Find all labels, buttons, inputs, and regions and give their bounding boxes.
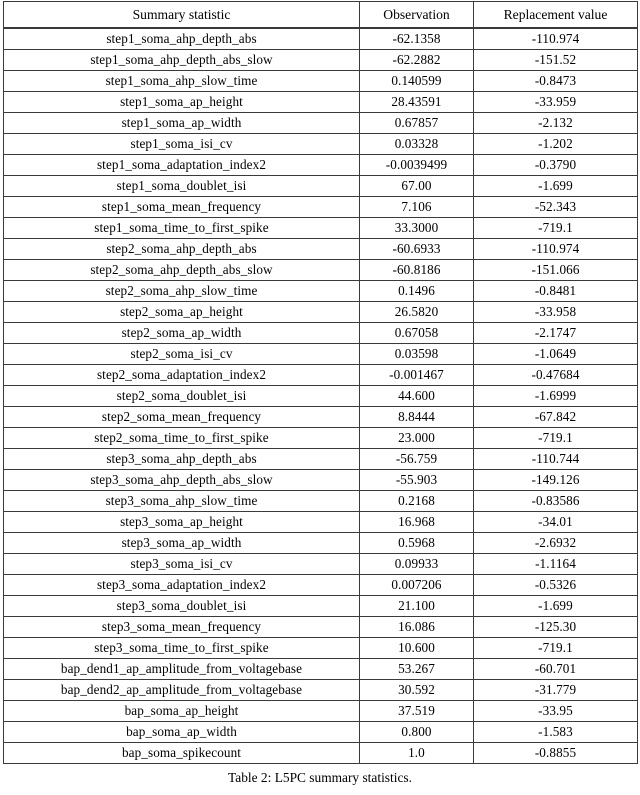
cell-observation: 1.0 bbox=[360, 743, 474, 764]
cell-observation: 67.00 bbox=[360, 176, 474, 197]
column-header-summary-statistic: Summary statistic bbox=[4, 2, 360, 29]
cell-summary-statistic: step1_soma_doublet_isi bbox=[4, 176, 360, 197]
cell-summary-statistic: step3_soma_adaptation_index2 bbox=[4, 575, 360, 596]
cell-replacement-value: -0.3790 bbox=[474, 155, 638, 176]
table-row bbox=[4, 239, 638, 260]
table-row bbox=[4, 113, 638, 134]
cell-summary-statistic: step2_soma_ahp_depth_abs_slow bbox=[4, 260, 360, 281]
table-row bbox=[4, 323, 638, 344]
table-header bbox=[4, 2, 638, 29]
cell-observation: -62.1358 bbox=[360, 28, 474, 50]
cell-summary-statistic: step3_soma_doublet_isi bbox=[4, 596, 360, 617]
table-row bbox=[4, 701, 638, 722]
cell-observation: 7.106 bbox=[360, 197, 474, 218]
cell-summary-statistic: step2_soma_ahp_depth_abs bbox=[4, 239, 360, 260]
cell-summary-statistic: step2_soma_mean_frequency bbox=[4, 407, 360, 428]
table-header-row bbox=[4, 2, 638, 29]
cell-summary-statistic: bap_dend1_ap_amplitude_from_voltagebase bbox=[4, 659, 360, 680]
table-row bbox=[4, 638, 638, 659]
table-row bbox=[4, 554, 638, 575]
cell-summary-statistic: step1_soma_isi_cv bbox=[4, 134, 360, 155]
cell-summary-statistic: step2_soma_ahp_slow_time bbox=[4, 281, 360, 302]
cell-replacement-value: -0.8473 bbox=[474, 71, 638, 92]
cell-replacement-value: -151.066 bbox=[474, 260, 638, 281]
table-row bbox=[4, 512, 638, 533]
table-row bbox=[4, 281, 638, 302]
cell-observation: -0.001467 bbox=[360, 365, 474, 386]
cell-replacement-value: -1.0649 bbox=[474, 344, 638, 365]
cell-summary-statistic: step3_soma_isi_cv bbox=[4, 554, 360, 575]
table-row bbox=[4, 50, 638, 71]
cell-observation: -0.0039499 bbox=[360, 155, 474, 176]
summary-statistics-table-container bbox=[3, 1, 637, 764]
cell-replacement-value: -2.1747 bbox=[474, 323, 638, 344]
cell-observation: 10.600 bbox=[360, 638, 474, 659]
cell-summary-statistic: step3_soma_mean_frequency bbox=[4, 617, 360, 638]
cell-observation: 26.5820 bbox=[360, 302, 474, 323]
cell-replacement-value: -1.699 bbox=[474, 596, 638, 617]
cell-replacement-value: -2.6932 bbox=[474, 533, 638, 554]
cell-observation: 33.3000 bbox=[360, 218, 474, 239]
cell-observation: 30.592 bbox=[360, 680, 474, 701]
cell-summary-statistic: bap_dend2_ap_amplitude_from_voltagebase bbox=[4, 680, 360, 701]
cell-replacement-value: -110.974 bbox=[474, 239, 638, 260]
cell-observation: -60.8186 bbox=[360, 260, 474, 281]
cell-summary-statistic: step1_soma_ahp_depth_abs_slow bbox=[4, 50, 360, 71]
cell-observation: 0.5968 bbox=[360, 533, 474, 554]
table-row bbox=[4, 155, 638, 176]
table-row bbox=[4, 722, 638, 743]
cell-replacement-value: -1.6999 bbox=[474, 386, 638, 407]
table-row bbox=[4, 176, 638, 197]
table-row bbox=[4, 596, 638, 617]
cell-summary-statistic: step3_soma_time_to_first_spike bbox=[4, 638, 360, 659]
cell-replacement-value: -0.83586 bbox=[474, 491, 638, 512]
cell-summary-statistic: step1_soma_ahp_depth_abs bbox=[4, 28, 360, 50]
cell-summary-statistic: step3_soma_ap_width bbox=[4, 533, 360, 554]
cell-replacement-value: -31.779 bbox=[474, 680, 638, 701]
cell-observation: 16.086 bbox=[360, 617, 474, 638]
table-row bbox=[4, 344, 638, 365]
cell-summary-statistic: bap_soma_spikecount bbox=[4, 743, 360, 764]
table-row bbox=[4, 533, 638, 554]
cell-observation: 0.67058 bbox=[360, 323, 474, 344]
cell-summary-statistic: step3_soma_ap_height bbox=[4, 512, 360, 533]
table-row bbox=[4, 575, 638, 596]
table-row bbox=[4, 407, 638, 428]
cell-replacement-value: -52.343 bbox=[474, 197, 638, 218]
cell-summary-statistic: step2_soma_ap_height bbox=[4, 302, 360, 323]
cell-replacement-value: -719.1 bbox=[474, 638, 638, 659]
cell-summary-statistic: step1_soma_mean_frequency bbox=[4, 197, 360, 218]
cell-replacement-value: -2.132 bbox=[474, 113, 638, 134]
cell-replacement-value: -151.52 bbox=[474, 50, 638, 71]
cell-replacement-value: -1.1164 bbox=[474, 554, 638, 575]
table-row bbox=[4, 680, 638, 701]
cell-observation: 21.100 bbox=[360, 596, 474, 617]
cell-replacement-value: -0.8855 bbox=[474, 743, 638, 764]
table-row bbox=[4, 491, 638, 512]
cell-summary-statistic: bap_soma_ap_width bbox=[4, 722, 360, 743]
table-row bbox=[4, 28, 638, 50]
cell-summary-statistic: step3_soma_ahp_depth_abs bbox=[4, 449, 360, 470]
table-row bbox=[4, 365, 638, 386]
cell-observation: -56.759 bbox=[360, 449, 474, 470]
cell-replacement-value: -125.30 bbox=[474, 617, 638, 638]
cell-observation: -60.6933 bbox=[360, 239, 474, 260]
cell-replacement-value: -0.8481 bbox=[474, 281, 638, 302]
cell-observation: 16.968 bbox=[360, 512, 474, 533]
cell-replacement-value: -60.701 bbox=[474, 659, 638, 680]
summary-statistics-table bbox=[3, 1, 638, 764]
cell-replacement-value: -149.126 bbox=[474, 470, 638, 491]
cell-observation: 0.67857 bbox=[360, 113, 474, 134]
table-row bbox=[4, 743, 638, 764]
cell-summary-statistic: step3_soma_ahp_slow_time bbox=[4, 491, 360, 512]
table-row bbox=[4, 71, 638, 92]
cell-observation: 0.007206 bbox=[360, 575, 474, 596]
cell-observation: 0.140599 bbox=[360, 71, 474, 92]
table-row bbox=[4, 659, 638, 680]
column-header-replacement-value: Replacement value bbox=[474, 2, 638, 29]
cell-observation: 53.267 bbox=[360, 659, 474, 680]
table-row bbox=[4, 302, 638, 323]
cell-summary-statistic: step2_soma_doublet_isi bbox=[4, 386, 360, 407]
cell-replacement-value: -34.01 bbox=[474, 512, 638, 533]
cell-observation: 0.2168 bbox=[360, 491, 474, 512]
cell-observation: -62.2882 bbox=[360, 50, 474, 71]
cell-summary-statistic: step2_soma_adaptation_index2 bbox=[4, 365, 360, 386]
cell-replacement-value: -33.958 bbox=[474, 302, 638, 323]
cell-replacement-value: -67.842 bbox=[474, 407, 638, 428]
cell-replacement-value: -719.1 bbox=[474, 428, 638, 449]
cell-replacement-value: -110.744 bbox=[474, 449, 638, 470]
cell-summary-statistic: step1_soma_adaptation_index2 bbox=[4, 155, 360, 176]
cell-replacement-value: -1.583 bbox=[474, 722, 638, 743]
cell-replacement-value: -110.974 bbox=[474, 28, 638, 50]
cell-replacement-value: -33.959 bbox=[474, 92, 638, 113]
cell-replacement-value: -1.202 bbox=[474, 134, 638, 155]
table-row bbox=[4, 449, 638, 470]
cell-replacement-value: -1.699 bbox=[474, 176, 638, 197]
cell-observation: 44.600 bbox=[360, 386, 474, 407]
cell-summary-statistic: step2_soma_ap_width bbox=[4, 323, 360, 344]
cell-observation: 0.1496 bbox=[360, 281, 474, 302]
cell-summary-statistic: step1_soma_ap_width bbox=[4, 113, 360, 134]
table-row bbox=[4, 617, 638, 638]
cell-summary-statistic: step1_soma_ap_height bbox=[4, 92, 360, 113]
cell-observation: 0.03328 bbox=[360, 134, 474, 155]
cell-observation: 37.519 bbox=[360, 701, 474, 722]
table-row bbox=[4, 197, 638, 218]
table-row bbox=[4, 218, 638, 239]
cell-observation: 0.09933 bbox=[360, 554, 474, 575]
cell-observation: 28.43591 bbox=[360, 92, 474, 113]
cell-replacement-value: -0.47684 bbox=[474, 365, 638, 386]
table-row bbox=[4, 260, 638, 281]
table-caption: Table 2: L5PC summary statistics. bbox=[228, 770, 412, 785]
cell-summary-statistic: step1_soma_time_to_first_spike bbox=[4, 218, 360, 239]
cell-observation: 0.03598 bbox=[360, 344, 474, 365]
cell-summary-statistic: bap_soma_ap_height bbox=[4, 701, 360, 722]
cell-observation: 8.8444 bbox=[360, 407, 474, 428]
cell-summary-statistic: step2_soma_isi_cv bbox=[4, 344, 360, 365]
cell-summary-statistic: step1_soma_ahp_slow_time bbox=[4, 71, 360, 92]
cell-replacement-value: -719.1 bbox=[474, 218, 638, 239]
table-row bbox=[4, 470, 638, 491]
table-body bbox=[4, 28, 638, 764]
cell-replacement-value: -33.95 bbox=[474, 701, 638, 722]
cell-observation: 23.000 bbox=[360, 428, 474, 449]
cell-summary-statistic: step3_soma_ahp_depth_abs_slow bbox=[4, 470, 360, 491]
cell-observation: 0.800 bbox=[360, 722, 474, 743]
table-row bbox=[4, 92, 638, 113]
table-row bbox=[4, 386, 638, 407]
cell-summary-statistic: step2_soma_time_to_first_spike bbox=[4, 428, 360, 449]
table-row bbox=[4, 428, 638, 449]
column-header-observation: Observation bbox=[360, 2, 474, 29]
table-row bbox=[4, 134, 638, 155]
cell-replacement-value: -0.5326 bbox=[474, 575, 638, 596]
cell-observation: -55.903 bbox=[360, 470, 474, 491]
